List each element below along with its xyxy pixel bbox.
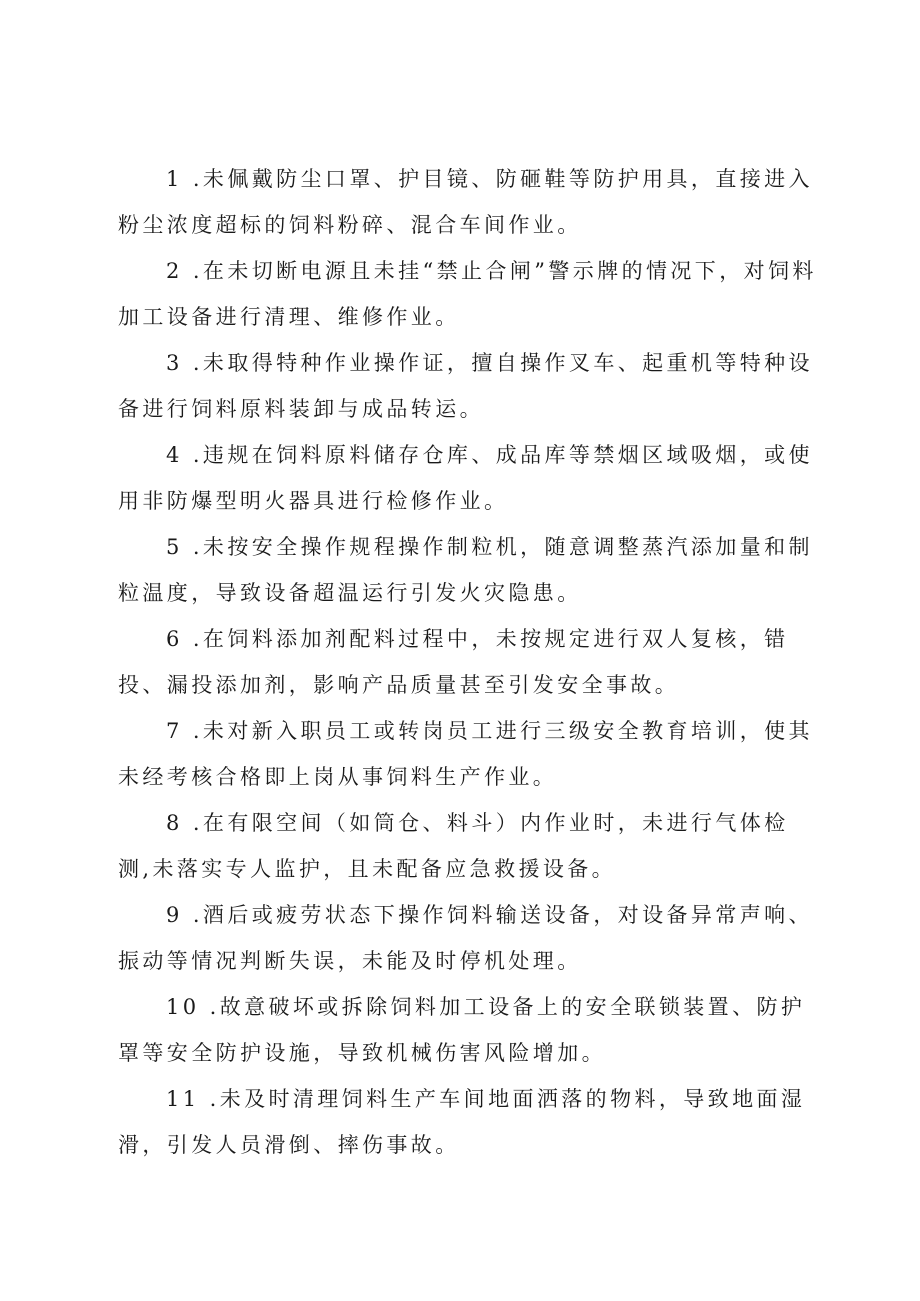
item-separator: .	[192, 259, 203, 283]
list-item	[118, 156, 818, 248]
item-number: 11	[166, 1087, 200, 1111]
item-text: 故意破坏或拆除饲料加工设备上的安全联锁装置、防护罩等安全防护设施，导致机械伤害风险增加。	[118, 995, 806, 1065]
item-separator: .	[192, 167, 203, 191]
item-separator: .	[192, 719, 203, 743]
item-separator: .	[192, 443, 203, 467]
item-separator: .	[209, 1087, 220, 1111]
item-separator: .	[192, 627, 203, 651]
item-number: 3	[166, 351, 183, 375]
item-text: 在饲料添加剂配料过程中，未按规定进行双人复核，错投、漏投添加剂，影响产品质量甚至引发安全事故。	[118, 627, 789, 697]
list-item	[118, 340, 818, 432]
list-item	[118, 708, 818, 800]
item-separator: .	[192, 903, 203, 927]
item-number: 1	[166, 167, 183, 191]
list-item	[118, 248, 818, 340]
item-separator: .	[192, 811, 203, 835]
list-item	[118, 984, 818, 1076]
item-number: 7	[166, 719, 183, 743]
item-number: 9	[166, 903, 183, 927]
item-text: 未佩戴防尘口罩、护目镜、防砸鞋等防护用具，直接进入粉尘浓度超标的饲料粉碎、混合车间作业。	[118, 167, 813, 237]
numbered-list	[118, 156, 818, 1168]
item-number: 6	[166, 627, 183, 651]
item-separator: .	[192, 535, 203, 559]
list-item	[118, 800, 818, 892]
list-item	[118, 892, 818, 984]
list-item	[118, 616, 818, 708]
item-number: 10	[166, 995, 200, 1019]
item-text: 未取得特种作业操作证，擅自操作叉车、起重机等特种设备进行饲料原料装卸与成品转运。	[118, 351, 813, 421]
list-item	[118, 524, 818, 616]
list-item	[118, 1076, 818, 1168]
item-text: 在有限空间（如筒仓、料斗）内作业时，未进行气体检测,未落实专人监护，且未配备应急救援设备。	[118, 811, 789, 881]
item-number: 2	[166, 259, 183, 283]
item-separator: .	[192, 351, 203, 375]
item-number: 5	[166, 535, 183, 559]
item-text: 酒后或疲劳状态下操作饲料输送设备，对设备异常声响、振动等情况判断失误，未能及时停机处理。	[118, 903, 813, 973]
list-item	[118, 432, 818, 524]
item-text: 在未切断电源且未挂“禁止合闸”警示牌的情况下，对饲料加工设备进行清理、维修作业。	[118, 259, 817, 329]
item-number: 4	[166, 443, 183, 467]
item-text: 未对新入职员工或转岗员工进行三级安全教育培训，使其未经考核合格即上岗从事饲料生产作业。	[118, 719, 813, 789]
item-text: 未按安全操作规程操作制粒机，随意调整蒸汽添加量和制粒温度，导致设备超温运行引发火灾隐患。	[118, 535, 813, 605]
item-separator: .	[209, 995, 220, 1019]
item-text: 未及时清理饲料生产车间地面洒落的物料，导致地面湿滑，引发人员滑倒、摔伤事故。	[118, 1087, 806, 1157]
item-text: 违规在饲料原料储存仓库、成品库等禁烟区域吸烟，或使用非防爆型明火器具进行检修作业。	[118, 443, 813, 513]
item-number: 8	[166, 811, 183, 835]
